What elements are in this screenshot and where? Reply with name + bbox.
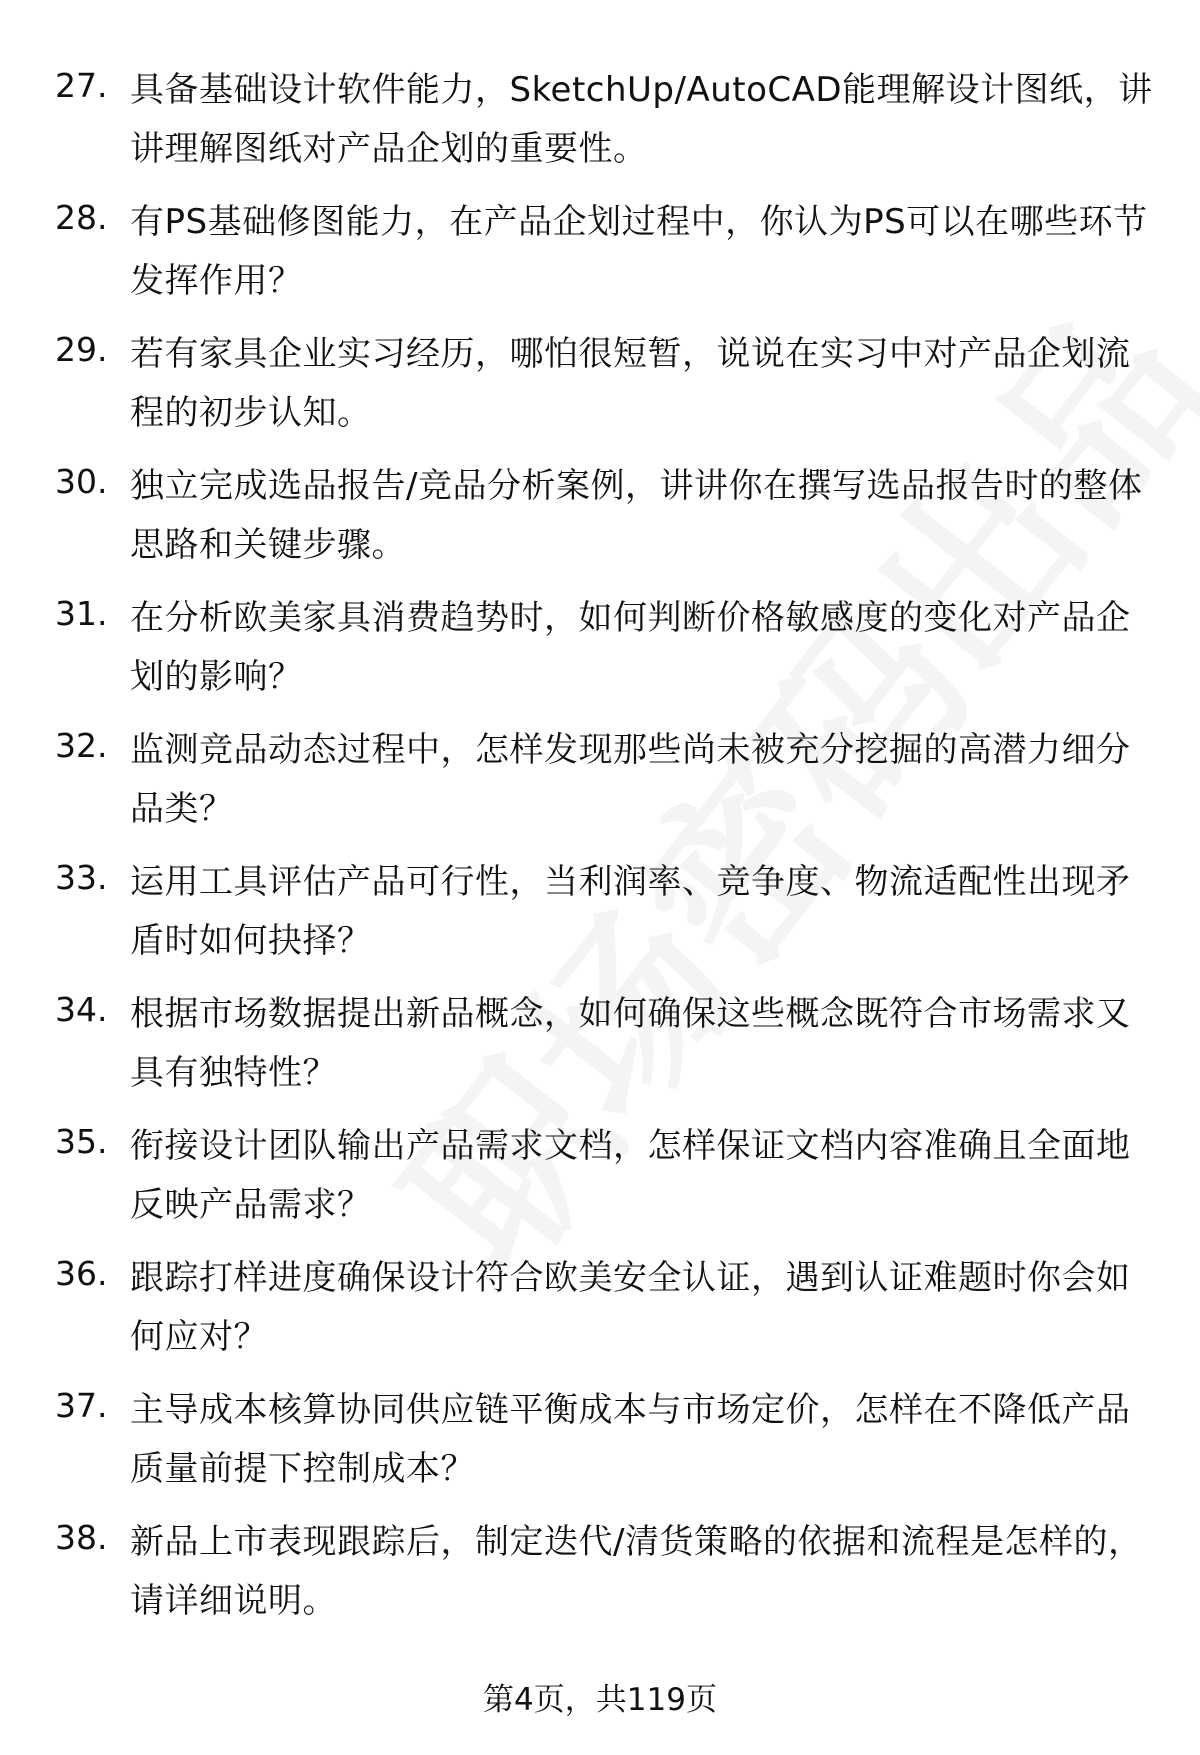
question-number: 34. [55,990,108,1029]
page-footer: 第4页，共119页 [483,1682,717,1718]
question-text: 有PS基础修图能力，在产品企划过程中，你认为PS可以在哪些环节发挥作用？ [130,202,1148,301]
question-number: 28. [55,198,108,237]
question-item [0,583,1200,715]
question-text: 运用工具评估产品可行性，当利润率、竞争度、物流适配性出现矛盾时如何抉择？ [130,862,1131,961]
question-text: 主导成本核算协同供应链平衡成本与市场定价，怎样在不降低产品质量前提下控制成本？ [130,1390,1131,1489]
question-item [0,1243,1200,1375]
question-item [0,1507,1200,1639]
question-text: 独立完成选品报告/竞品分析案例，讲讲你在撰写选品报告时的整体思路和关键步骤。 [130,466,1143,565]
question-number: 27. [55,66,108,105]
question-text: 新品上市表现跟踪后，制定迭代/清货策略的依据和流程是怎样的，请详细说明。 [130,1522,1143,1621]
question-number: 35. [55,1122,108,1161]
question-text: 衔接设计团队输出产品需求文档，怎样保证文档内容准确且全面地反映产品需求？ [130,1126,1131,1225]
question-list [0,55,1200,1639]
question-text: 跟踪打样进度确保设计符合欧美安全认证，遇到认证难题时你会如何应对？ [130,1258,1131,1357]
question-number: 29. [55,330,108,369]
question-item [0,979,1200,1111]
question-item [0,1375,1200,1507]
question-number: 38. [55,1518,108,1557]
question-number: 30. [55,462,108,501]
question-text: 在分析欧美家具消费趋势时，如何判断价格敏感度的变化对产品企划的影响？ [130,598,1131,697]
question-number: 33. [55,858,108,897]
question-number: 36. [55,1254,108,1293]
question-number: 31. [55,594,108,633]
question-item [0,847,1200,979]
question-item [0,319,1200,451]
question-text: 监测竞品动态过程中，怎样发现那些尚未被充分挖掘的高潜力细分品类？ [130,730,1131,829]
question-number: 37. [55,1386,108,1425]
question-item [0,55,1200,187]
question-item [0,1111,1200,1243]
question-item [0,715,1200,847]
question-text: 根据市场数据提出新品概念，如何确保这些概念既符合市场需求又具有独特性？ [130,994,1131,1093]
question-item [0,451,1200,583]
question-number: 32. [55,726,108,765]
question-text: 若有家具企业实习经历，哪怕很短暂，说说在实习中对产品企划流程的初步认知。 [130,334,1131,433]
question-text: 具备基础设计软件能力，SketchUp/AutoCAD能理解设计图纸，讲讲理解图纸对产品企划的重要性。 [130,70,1153,169]
question-item [0,187,1200,319]
